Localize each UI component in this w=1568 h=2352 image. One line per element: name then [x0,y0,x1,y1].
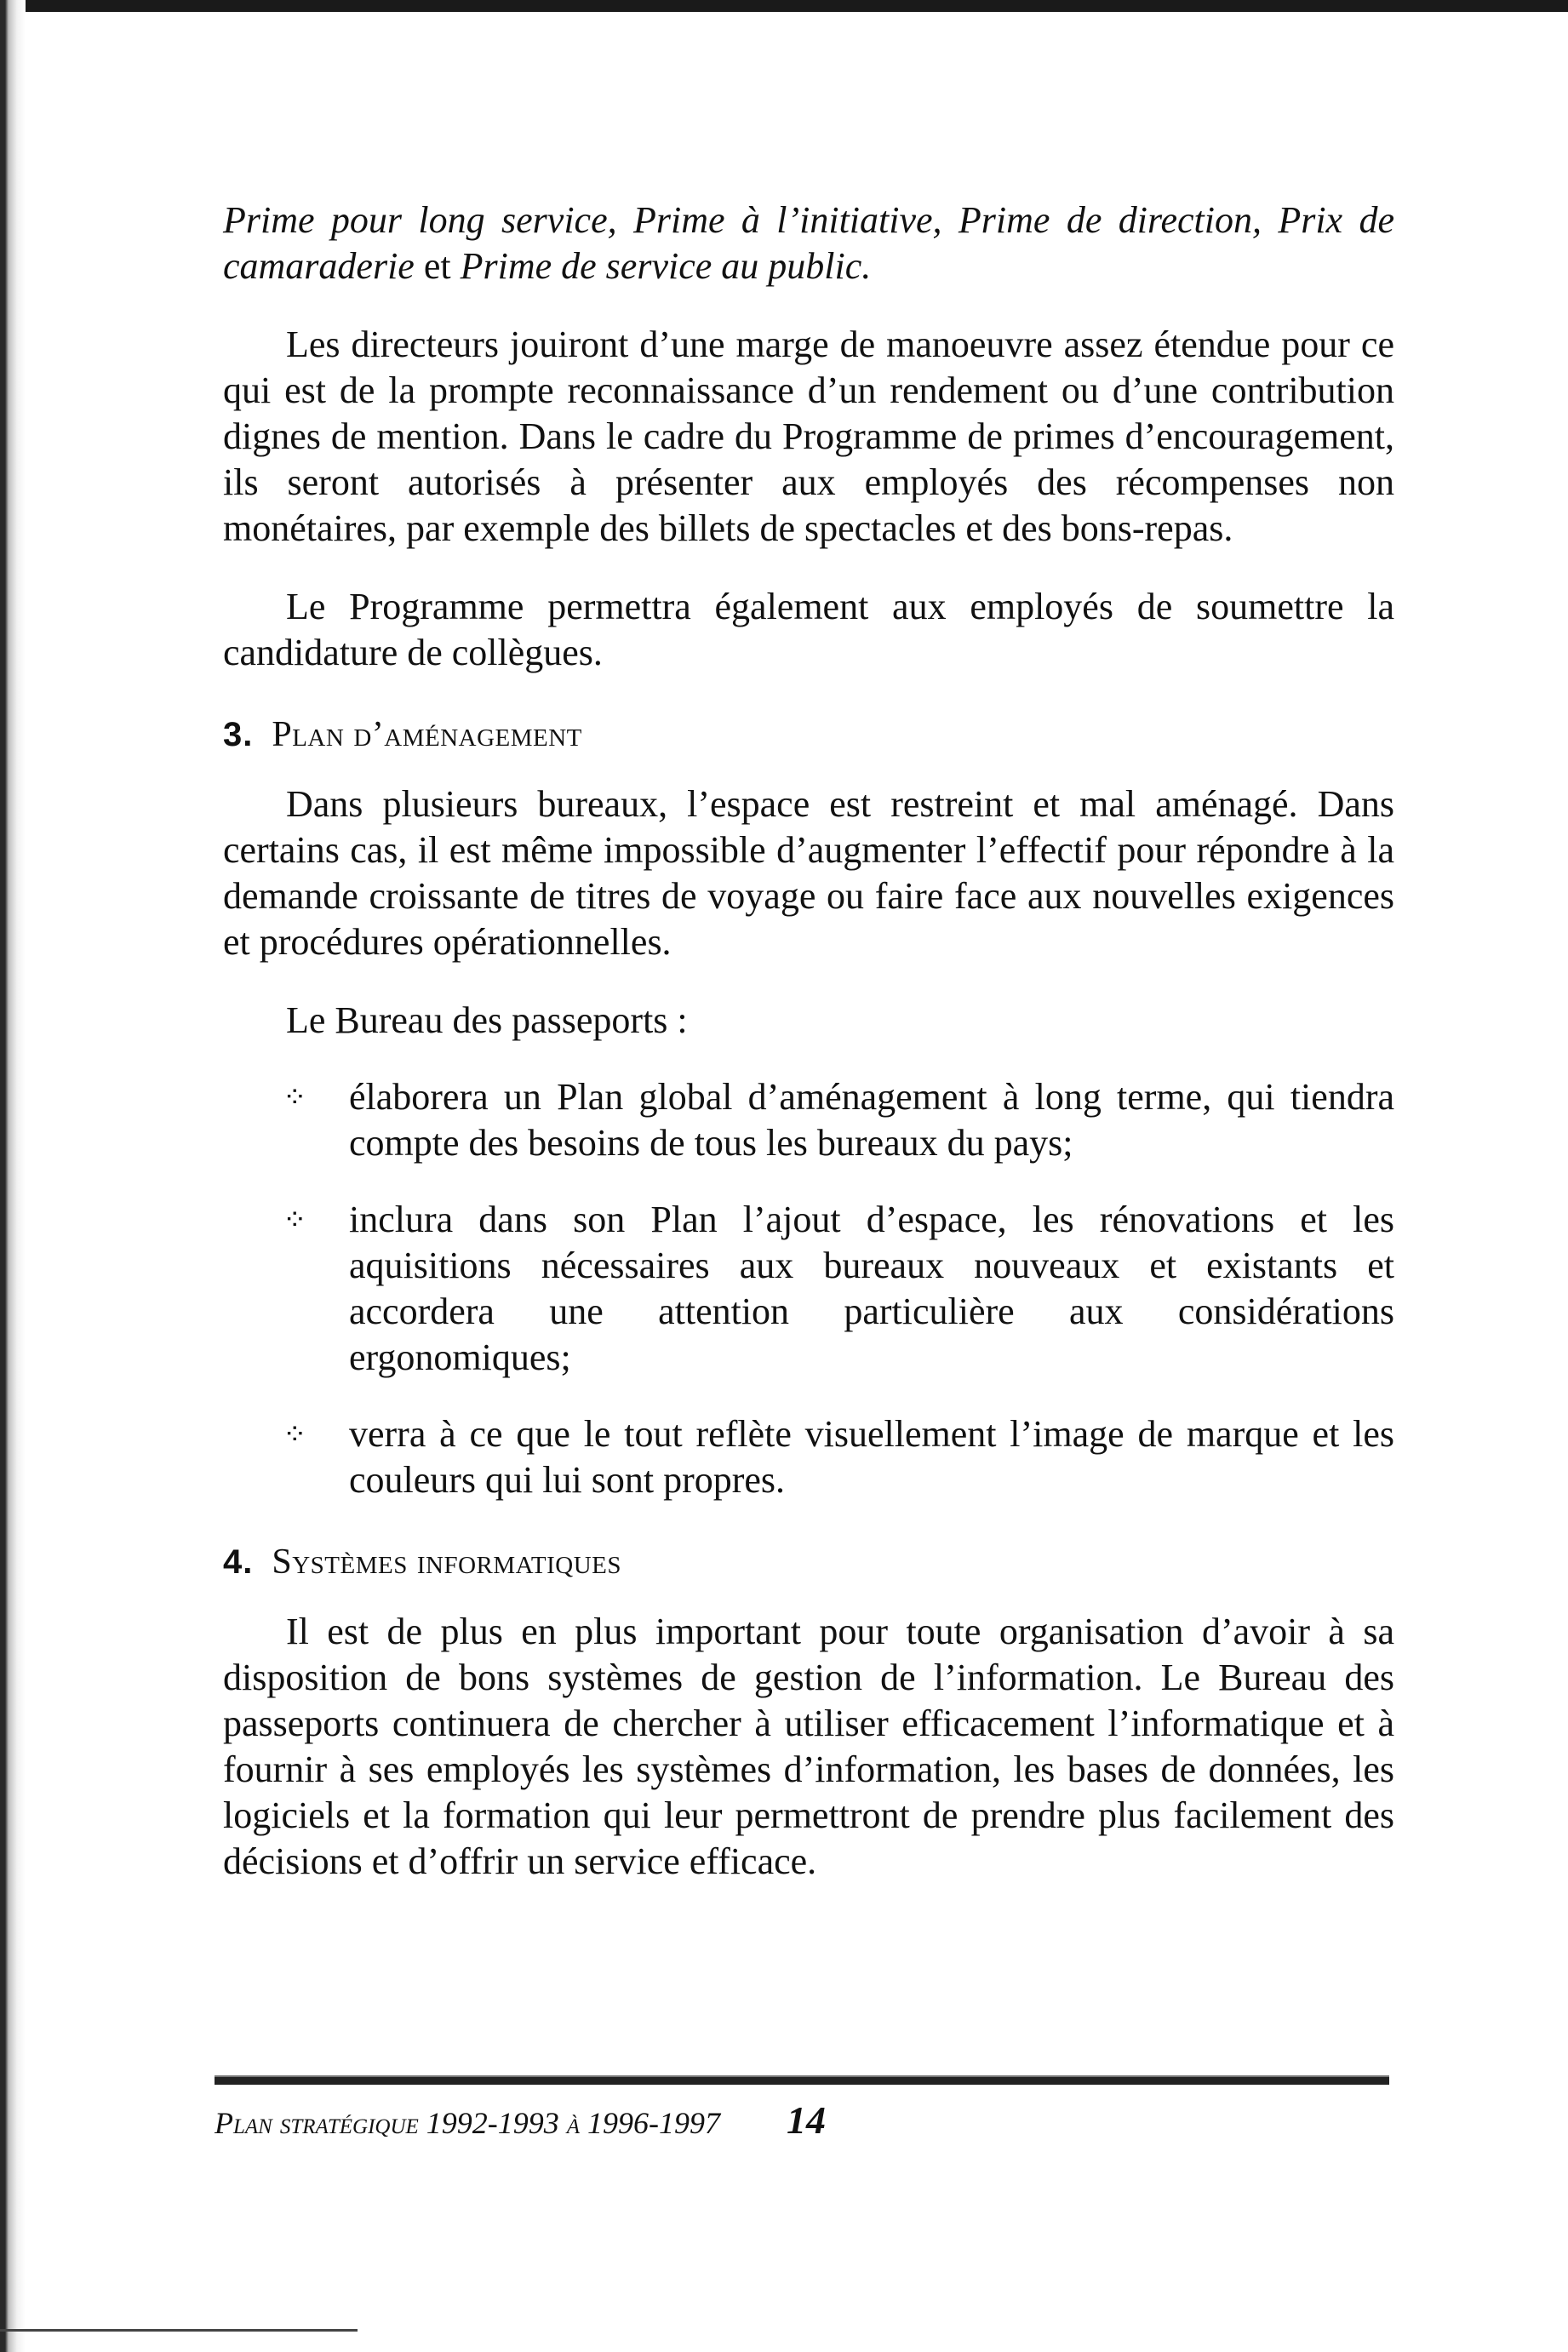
paragraph-program: Le Programme permettra également aux employés de soumettre la candidature de collègues. [223,586,1394,673]
footer-doc-title: Plan stratégique 1992-1993 à 1996-1997 [215,2106,721,2140]
scan-left-border [0,0,26,2352]
section-3-title: Plan d’aménagement [272,715,582,754]
section-4-paragraph: Il est de plus en plus important pour toute organisation d’avoir à sa disposition de bons systèmes de gestion de l’information. Le Bureau des passeports continuera de chercher à utiliser efficacement l’informatique et à fournir à ses employés les systèmes d’information, les bases de données, les logiciels et la formation qui leur permettront de prendre plus facilement des décisions et d’offrir un service efficace. [223,1611,1394,1882]
list-item-text: verra à ce que le tout reflète visuellement l’image de marque et les couleurs qui lui sont propres. [349,1413,1394,1501]
bullet-marker-icon: ⁘ [283,1203,307,1237]
scan-bottom-mark [0,2329,358,2332]
list-item [223,1074,1394,1166]
bullet-marker-icon: ⁘ [283,1417,307,1451]
page-footer [215,2098,827,2143]
list-item-text: élaborera un Plan global d’aménagement à long terme, qui tiendra compte des besoins de tous les bureaux du pays; [349,1076,1394,1164]
footer-rule [215,2075,1389,2085]
intro-italic-part1: Prime pour long service, Prime à l’initiative, Prime de direction, Prix de camaraderie [223,199,1394,287]
section-3-number: 3. [223,716,254,753]
section-3-bullet-list [223,1074,1394,1503]
paragraph-directors: Les directeurs jouiront d’une marge de manoeuvre assez étendue pour ce qui est de la prompte reconnaissance d’un rendement ou d’une contribution dignes de mention. Dans le cadre du Programme de primes d’encouragement, ils seront autorisés à présenter aux employés des récompenses non monétaires, par exemple des billets de spectacles et des bons-repas. [223,323,1394,549]
section-3-paragraph: Dans plusieurs bureaux, l’espace est restreint et mal aménagé. Dans certains cas, il est même impossible d’augmenter l’effectif pour répondre à la demande croissante de titres de voyage ou faire face aux nouvelles exigences et procédures opérationnelles. [223,783,1394,963]
scan-top-border [0,0,1568,12]
page-content [223,197,1394,1917]
page-number: 14 [787,2098,827,2142]
section-4-title: Systèmes informatiques [272,1542,621,1582]
list-item [223,1411,1394,1503]
section-3-heading [223,713,1394,756]
intro-italic-part2: Prime de service au public. [460,245,872,287]
list-item-text: inclura dans son Plan l’ajout d’espace, les rénovations et les aquisitions nécessaires aux bureaux nouveaux et existants et accordera une attention particulière aux considérations ergonomiques; [349,1199,1394,1378]
section-3-lead: Le Bureau des passeports : [286,999,688,1041]
bullet-marker-icon: ⁘ [283,1080,307,1114]
section-4-number: 4. [223,1543,254,1581]
intro-paragraph [223,197,1394,289]
list-item [223,1197,1394,1381]
section-4-heading [223,1541,1394,1583]
intro-connector: et [414,245,461,287]
